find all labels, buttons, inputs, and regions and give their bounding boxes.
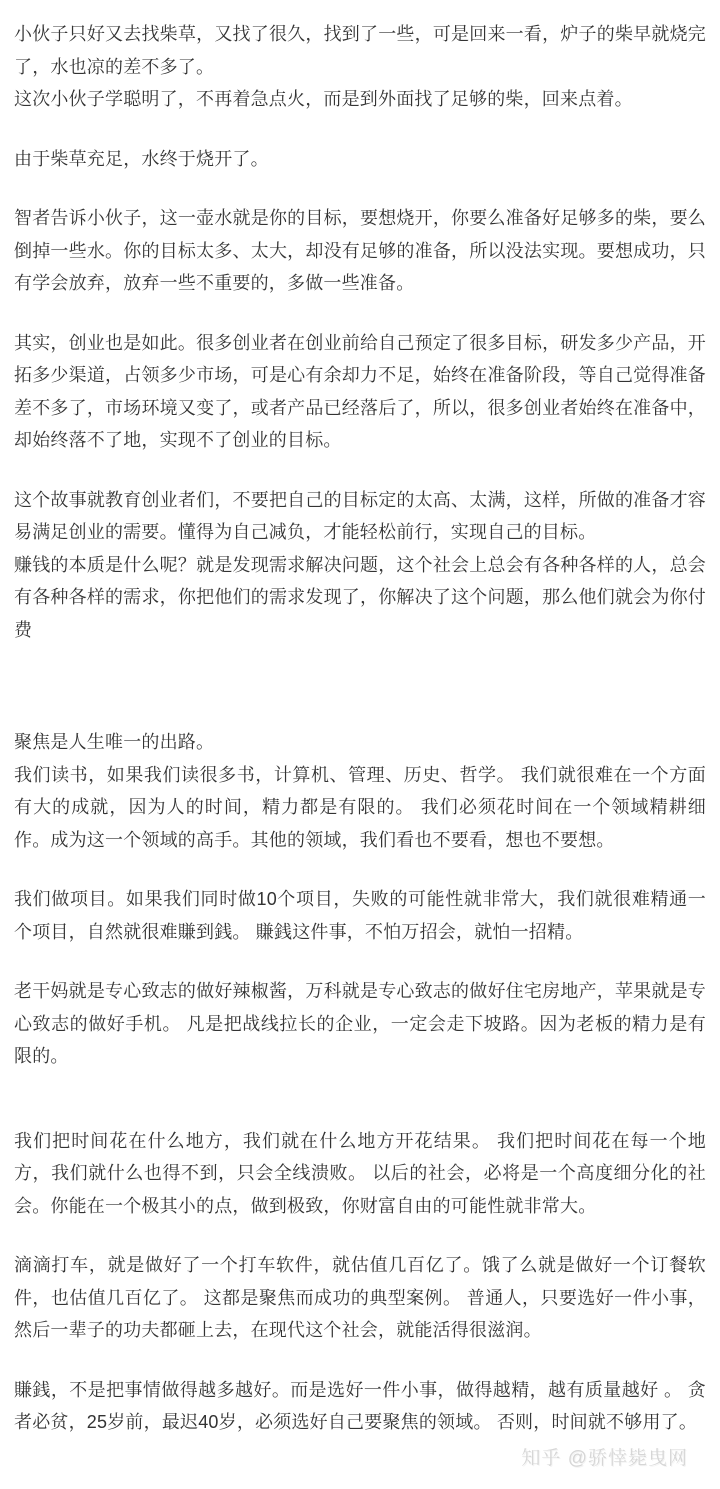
article-body — [14, 18, 706, 1439]
paragraph: 其实，创业也是如此。很多创业者在创业前给自己预定了很多目标，研发多少产品，开拓多少渠道，占领多少市场，可是心有余却力不足，始终在准备阶段，等自己觉得准备差不多了，市场环境又变了，或者产品已经落后了，所以，很多创业者始终在准备中，却始终落不了地，实现不了创业的目标。 — [14, 327, 706, 457]
paragraph: 赚钱的本质是什么呢？就是发现需求解决问题，这个社会上总会有各种各样的人，总会有各种各样的需求，你把他们的需求发现了，你解决了这个问题，那么他们就会为你付费 — [14, 549, 706, 647]
paragraph: 智者告诉小伙子，这一壶水就是你的目标，要想烧开，你要么准备好足够多的柴，要么倒掉一些水。你的目标太多、太大，却没有足够的准备，所以没法实现。要想成功，只有学会放弃，放弃一些不重要的，多做一些准备。 — [14, 202, 706, 300]
paragraph: 我们把时间花在什么地方，我们就在什么地方开花结果。 我们把时间花在每一个地方，我们就什么也得不到，只会全线溃败。 以后的社会，必将是一个高度细分化的社会。你能在一个极其小的点，做到极致，你财富自由的可能性就非常大。 — [14, 1125, 706, 1223]
watermark-text: 知乎 @骄悻毙曳网 — [521, 1448, 688, 1469]
watermark — [14, 1443, 706, 1489]
paragraph: 我们做项目。如果我们同时做10个项目，失败的可能性就非常大，我们就很难精通一个项目，自然就很难賺到銭。 賺銭这件事，不怕万招会，就怕一招精。 — [14, 883, 706, 948]
paragraph: 賺銭，不是把事情做得越多越好。而是选好一件小事，做得越精，越有质量越好 。 贪者必贫，25岁前，最迟40岁，必须选好自己要聚焦的领域。 否则，时间就不够用了。 — [14, 1374, 706, 1439]
paragraph: 由于柴草充足，水终于烧开了。 — [14, 143, 706, 176]
paragraph: 这个故事就教育创业者们，不要把自己的目标定的太高、太满，这样，所做的准备才容易满足创业的需要。懂得为自己减负，才能轻松前行，实现自己的目标。 — [14, 484, 706, 549]
paragraph: 聚焦是人生唯一的出路。 — [14, 726, 706, 759]
paragraph: 我们读书，如果我们读很多书，计算机、管理、历史、哲学。 我们就很难在一个方面有大的成就，因为人的时间，精力都是有限的。 我们必须花时间在一个领域精耕细作。成为这一个领域的高手。其他的领域，我们看也不要看，想也不要想。 — [14, 759, 706, 857]
paragraph: 老干妈就是专心致志的做好辣椒酱，万科就是专心致志的做好住宅房地产，苹果就是专心致志的做好手机。 凡是把战线拉长的企业，一定会走下坡路。因为老板的精力是有限的。 — [14, 975, 706, 1073]
paragraph: 滴滴打车，就是做好了一个打车软件，就估值几百亿了。饿了么就是做好一个订餐软件，也估值几百亿了。 这都是聚焦而成功的典型案例。 普通人，只要选好一件小事，然后一辈子的功夫都砸上去，在现代这个社会，就能活得很滋润。 — [14, 1249, 706, 1347]
paragraph: 这次小伙子学聪明了，不再着急点火，而是到外面找了足够的柴，回来点着。 — [14, 83, 706, 116]
paragraph: 小伙子只好又去找柴草，又找了很久，找到了一些，可是回来一看，炉子的柴早就烧完了，水也凉的差不多了。 — [14, 18, 706, 83]
